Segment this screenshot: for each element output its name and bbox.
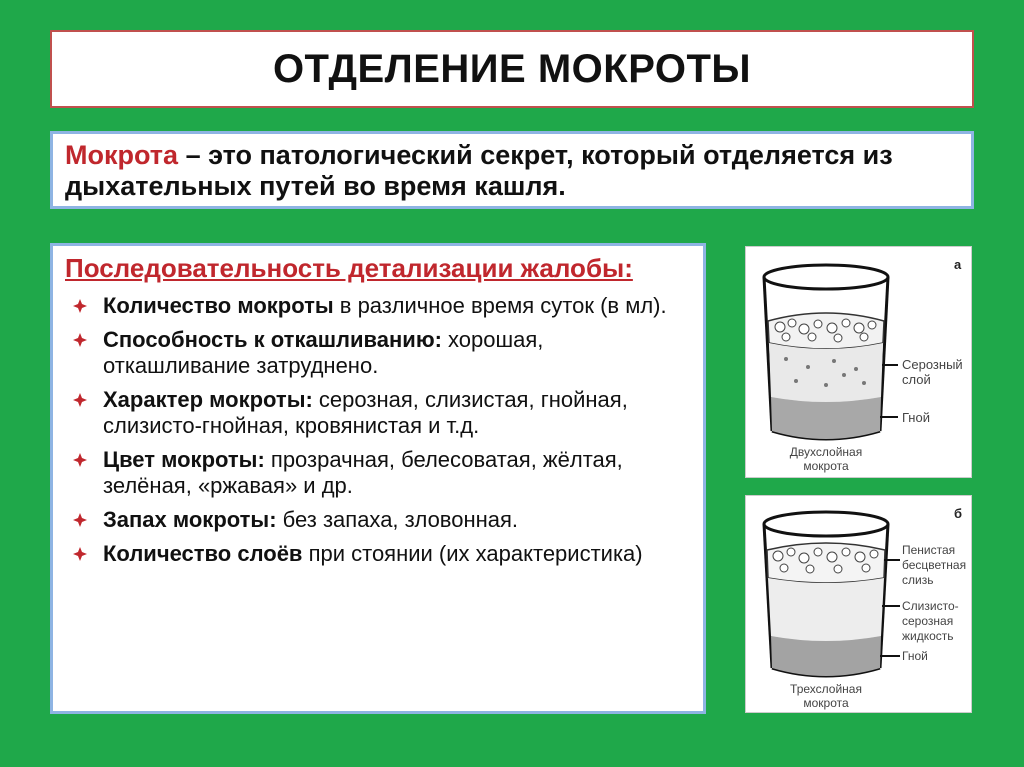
item-text: серозная, слизистая, гнойная, слизисто-гнойная, кровянистая и т.д.	[103, 387, 628, 438]
title-box	[50, 30, 974, 108]
list-item	[65, 293, 685, 319]
diamond-bullet-icon	[73, 333, 87, 347]
item-text: при стоянии (их характеристика)	[302, 541, 643, 566]
item-text: прозрачная, белесоватая, жёлтая, зелёная, «ржавая» и др.	[103, 447, 623, 498]
definition-box	[50, 131, 974, 209]
item-label: Характер мокроты:	[103, 387, 313, 412]
item-text: хорошая, откашливание затруднено.	[103, 327, 544, 378]
list-item	[65, 507, 685, 533]
diamond-bullet-icon	[73, 453, 87, 467]
figure-label-pus: Гной	[902, 410, 930, 425]
figure-letter: а	[954, 257, 962, 272]
figure-label-pus: Гной	[902, 649, 928, 663]
list-item	[65, 387, 685, 439]
sequence-heading: Последовательность детализации жалобы:	[65, 253, 633, 283]
figure-label-foamy-mucus: Пенистая бесцветная слизь	[902, 543, 967, 587]
sequence-list	[65, 293, 685, 567]
item-label: Способность к откашливанию:	[103, 327, 442, 352]
complaint-sequence-box	[50, 243, 706, 714]
figure-label-mucous-serous-liquid: Слизисто-серозная жидкость	[902, 599, 959, 643]
list-item	[65, 541, 685, 567]
diamond-bullet-icon	[73, 513, 87, 527]
figure-label-serous-layer: Серозный слой	[902, 357, 963, 387]
diamond-bullet-icon	[73, 547, 87, 561]
item-text: в различное время суток (в мл).	[333, 293, 667, 318]
item-text: без запаха, зловонная.	[276, 507, 519, 532]
figure-caption: Трехслойная мокрота	[790, 682, 862, 710]
definition-text: – это патологический секрет, который отделяется из дыхательных путей во время кашля.	[65, 140, 893, 201]
item-label: Цвет мокроты:	[103, 447, 265, 472]
item-label: Количество мокроты	[103, 293, 334, 318]
diamond-bullet-icon	[73, 299, 87, 313]
item-label: Запах мокроты:	[103, 507, 277, 532]
figure-three-layer-sputum	[745, 495, 972, 713]
diamond-bullet-icon	[73, 393, 87, 407]
list-item	[65, 327, 685, 379]
figure-caption: Двухслойная мокрота	[789, 445, 863, 473]
list-item	[65, 447, 685, 499]
figure-two-layer-sputum	[745, 246, 972, 478]
page-title: ОТДЕЛЕНИЕ МОКРОТЫ	[272, 46, 752, 91]
definition-term: Мокрота	[65, 140, 179, 170]
item-label: Количество слоёв	[103, 541, 303, 566]
figure-letter: б	[954, 506, 963, 521]
